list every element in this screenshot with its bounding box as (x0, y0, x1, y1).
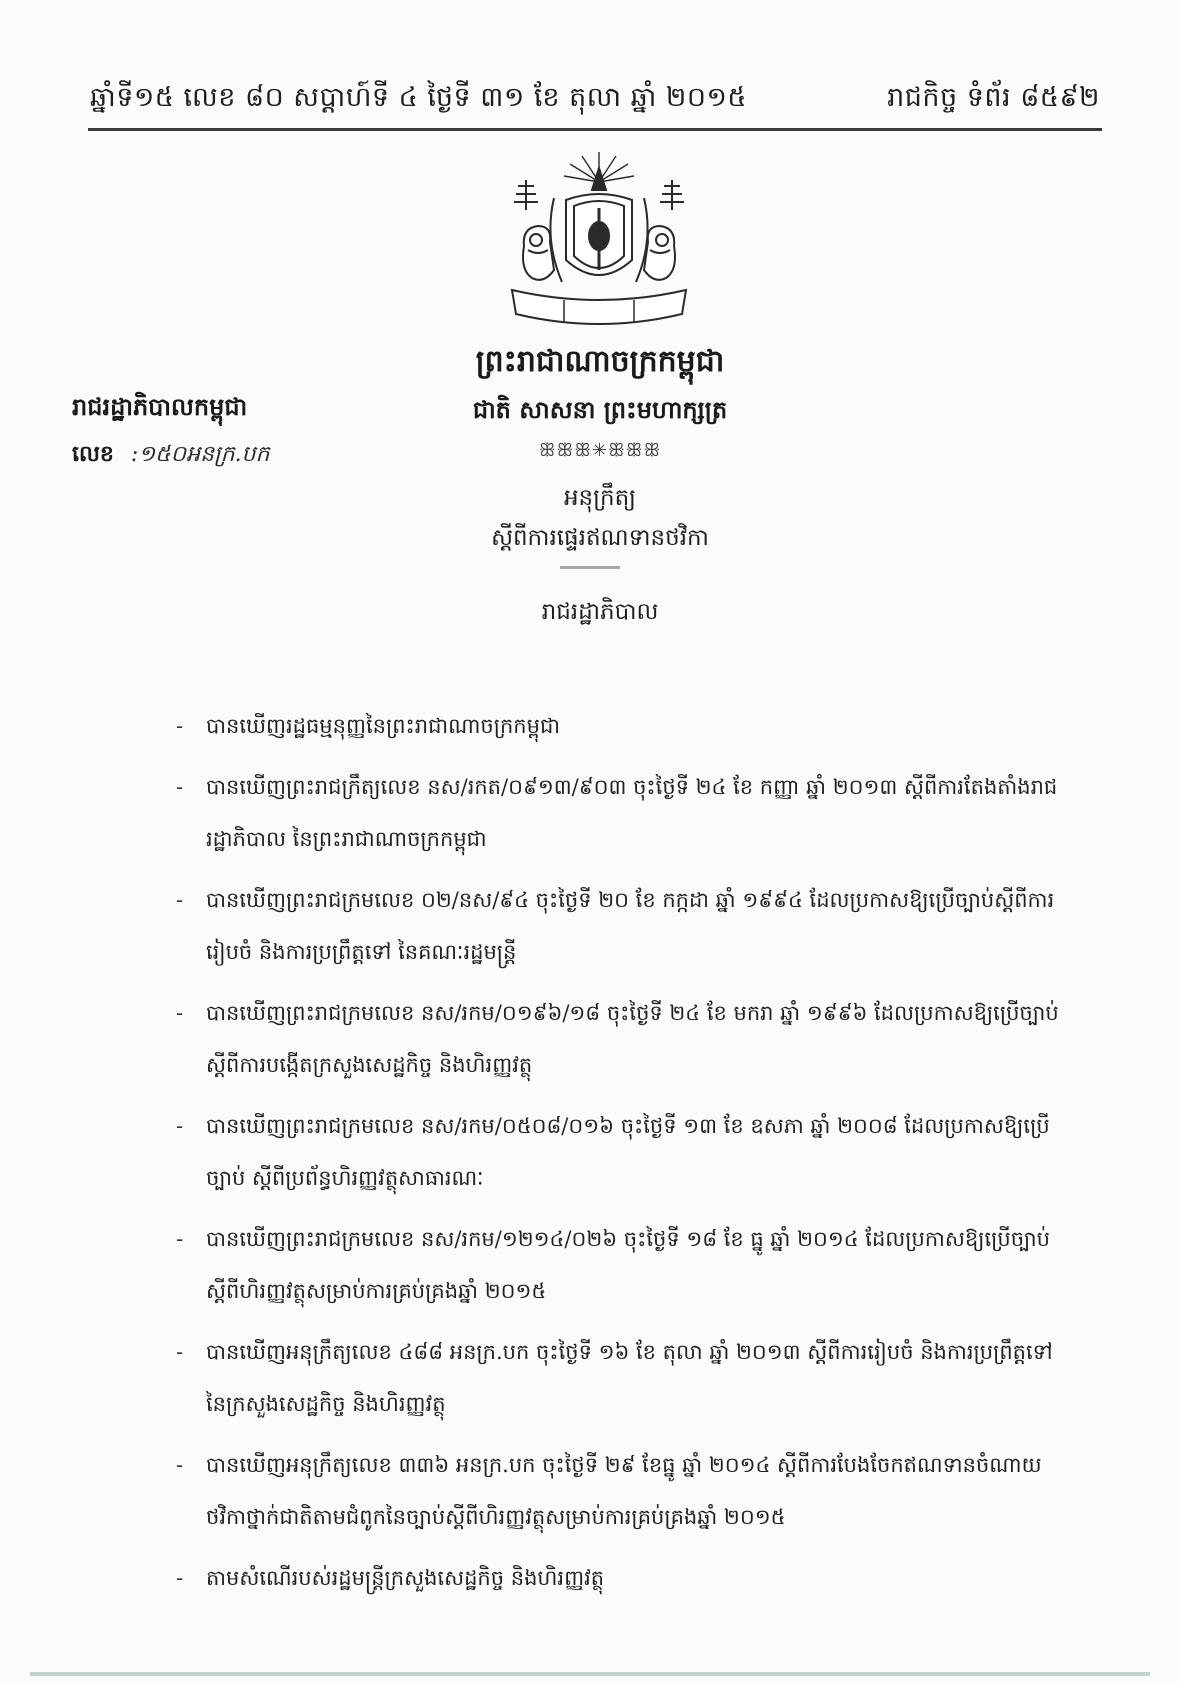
list-item: - បានឃើញអនុក្រឹត្យលេខ ៤៨៨ អនក្រ.បក ចុះថ្ងៃទី ១៦ ខែ តុលា ឆ្នាំ ២០១៣ ស្តីពីការរៀបចំ និងការប្រព្រឹត្តទៅនៃក្រសួងសេដ្ឋកិច្ច និងហិរញ្ញវត្ថុ (170, 1326, 1070, 1430)
list-item: - បានឃើញអនុក្រឹត្យលេខ ៣៣៦ អនក្រ.បក ចុះថ្ងៃទី ២៩ ខែធ្នូ ឆ្នាំ ២០១៤ ស្តីពីការបែងចែកឥណទានចំណាយថវិកាថ្នាក់ជាតិតាមជំពូកនៃច្បាប់ស្តីពីហិរញ្ញវត្ថុសម្រាប់ការគ្រប់គ្រងឆ្នាំ ២០១៥ (170, 1439, 1070, 1543)
royal-coat-of-arms-icon (504, 150, 694, 334)
kingdom-name: ព្រះរាជាណាចក្រកម្ពុជា (475, 344, 725, 379)
document-subject: ស្តីពីការផ្ទេរឥណទានថវិកា (491, 525, 709, 551)
document-issuer: រាជរដ្ឋាភិបាល (541, 599, 659, 625)
subject-underline (560, 566, 620, 569)
list-item: - បានឃើញព្រះរាជក្រឹត្យលេខ នស/រកត/០៩១៣/៩០៣ ចុះថ្ងៃទី ២៤ ខែ កញ្ញា ឆ្នាំ ២០១៣ ស្តីពីការតែងតាំងរាជរដ្ឋាភិបាល នៃព្រះរាជាណាចក្រកម្ពុជា (170, 761, 1070, 865)
list-item: - បានឃើញព្រះរាជក្រមលេខ នស/រកម/០១៩៦/១៨ ចុះថ្ងៃទី ២៤ ខែ មករា ឆ្នាំ ១៩៩៦ ដែលប្រកាសឱ្យប្រើច្បាប់ស្តីពីការបង្កើតក្រសួងសេដ្ឋកិច្ច និងហិរញ្ញវត្ថុ (170, 987, 1070, 1091)
document-reference (72, 440, 270, 472)
national-motto: ជាតិ សាសនា ព្រះមហាក្សត្រ (472, 395, 728, 424)
list-item: - បានឃើញព្រះរាជក្រមលេខ ០២/នស/៩៤ ចុះថ្ងៃទី ២០ ខែ កក្កដា ឆ្នាំ ១៩៩៤ ដែលប្រកាសឱ្យប្រើច្បាប់ស្តីពីការរៀបចំ និងការប្រព្រឹត្តទៅ នៃគណៈរដ្ឋមន្ត្រី (170, 874, 1070, 978)
reference-label: លេខ (72, 441, 114, 467)
list-item: - បានឃើញព្រះរាជក្រមលេខ នស/រកម/០៥០៨/០១៦ ចុះថ្ងៃទី ១៣ ខែ ឧសភា ឆ្នាំ ២០០៨ ដែលប្រកាសឱ្យប្រើច្បាប់ ស្តីពីប្រព័ន្ធហិរញ្ញវត្ថុសាធារណៈ (170, 1100, 1070, 1204)
document-type: អនុក្រឹត្យ (563, 485, 637, 511)
government-name: រាជរដ្ឋាភិបាលកម្ពុជា (72, 392, 248, 421)
list-item: - បានឃើញព្រះរាជក្រមលេខ នស/រកម/១២១៤/០២៦ ចុះថ្ងៃទី ១៨ ខែ ធ្នូ ឆ្នាំ ២០១៤ ដែលប្រកាសឱ្យប្រើច្បាប់ស្តីពីហិរញ្ញវត្ថុសម្រាប់ការគ្រប់គ្រងឆ្នាំ ២០១៥ (170, 1213, 1070, 1317)
list-item: - បានឃើញរដ្ឋធម្មនុញ្ញនៃព្រះរាជាណាចក្រកម្ពុជា (170, 700, 1070, 752)
list-item: - តាមសំណើរបស់រដ្ឋមន្ត្រីក្រសួងសេដ្ឋកិច្ច និងហិរញ្ញវត្ថុ (170, 1552, 1070, 1604)
header-divider (88, 128, 1102, 131)
gazette-header (90, 78, 1100, 122)
footer-divider (30, 1672, 1150, 1676)
gazette-page-number: រាជកិច្ច ទំព័រ ៨៥៩២ (887, 81, 1100, 113)
reference-number: :១៥០អនក្រ.បក (130, 442, 270, 467)
gazette-issue-line: ឆ្នាំទី១៥ លេខ ៨០ សប្តាហ៍ទី ៤ ថ្ងៃទី ៣១ ខែ តុលា ឆ្នាំ ២០១៥ (90, 81, 748, 113)
considerations-list (170, 700, 1070, 1613)
ornamental-divider: ꕥꕥꕥ✳ꕥꕥꕥ (538, 440, 662, 461)
